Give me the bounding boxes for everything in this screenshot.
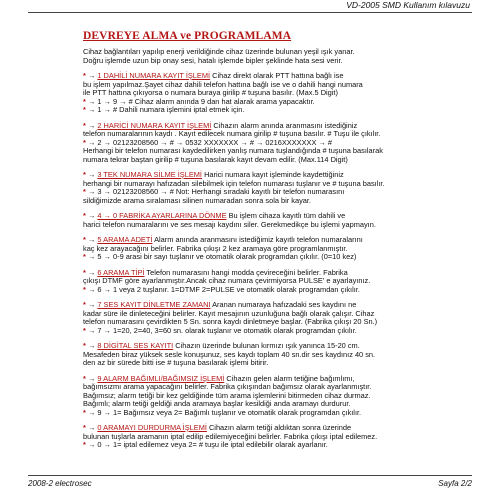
section-heading: 3 TEK NUMARA SİLME İŞLEMİ — [97, 170, 202, 179]
section-heading: 5 ARAMA ADETİ — [97, 235, 153, 244]
section-line: Aranan numaraya hafızadaki ses kaydını ne — [212, 300, 357, 309]
section-aramayi-durdurma: * → 0 ARAMAYI DURDURMA İŞLEMİ Cihazın alarm tetiği aldıktan sonra üzerinde bulunan tuşlarla aramanın iptal edilip edilemiyeceğini belirler. Fabrika çıkışı iptal edilemez. * → 0 → 1= iptal edilemez veya 2= # tuşu ile iptal edilebilir olarak ayarlanır. — [83, 424, 483, 450]
section-heading: 6 ARAMA TİPİ — [97, 267, 145, 277]
star-symbol: * — [83, 235, 86, 244]
section-line: kadar süre ile dinleteceğini belirler. Kayıt mesajının uzunluğuna bağlı olarak çalışır. Cihaz — [83, 308, 375, 318]
manual-content — [83, 48, 483, 450]
intro-paragraph — [83, 48, 483, 65]
section-line: Telefon numarasını hangi modda çevireceğini belirler. Fabrika — [146, 267, 348, 277]
intro-line: Cihaz bağlantıları yapılıp enerji verildiğinde cihaz üzerinde bulunan yeşil ışık yanar. — [83, 47, 355, 56]
star-symbol: * — [83, 325, 86, 335]
section-arama-tipi: * → 6 ARAMA TİPİ Telefon numarasını hangi modda çevireceğini belirler. Fabrika çıkışı DTMF göre ayarlanmıştır.Ancak cihaz numara çevirmiyorsa PULSE' e ayarlayınız. * → 6 → 1 veya 2 tuşlanır. 1=DTMF 2=PULSE ve otomatik olarak programdan çıkılır. — [83, 269, 483, 295]
section-heading: 2 HARİCİ NUMARA KAYIT İŞLEMİ — [97, 120, 212, 130]
section-line: → 2 → 02123208560 → # → 0532 XXXXXXX → # → 0216XXXXXXX → # — [87, 137, 332, 147]
section-line: → 3 → 02123208560 → # Not: Herhangi sıradaki kayıtlı bir telefon numarasını — [87, 187, 345, 196]
section-digital-ses: * → 8 DİGİTAL SES KAYITI Cihazın üzerinde bulunan kırmızı ışık yanınca 15-20 cm. Mesafeden biraz yüksek sesle konuşunuz, ses kaydı toplam 40 sn.dir ses kaydınız 40 sn. den az bir sürede bitti ise # tuşuna basılarak işlemi bitirir. — [83, 342, 483, 368]
section-line: numara tekrar baştan girilip # tuşuna basılarak kayıt devam edilir. (Max.114 Digit) — [83, 154, 348, 164]
section-line: Cihazın alarm anında aranmasını istediğiniz — [213, 120, 358, 130]
page-header — [28, 0, 472, 13]
section-line: → 0 → 1= iptal edilemez veya 2= # tuşu ile iptal edilebilir olarak ayarlanır. — [87, 440, 328, 449]
star-symbol: * — [83, 71, 86, 80]
page-footer — [28, 475, 472, 486]
section-heading: 8 DİGİTAL SES KAYITI — [97, 341, 174, 350]
section-heading: 9 ALARM BAĞIMLI/BAĞIMSIZ İŞLEMİ — [97, 373, 225, 383]
section-line: bu işlem yapılmaz.Şayet cihaz dahili telefon hattına bağlı ise ve o dahili hangi numara — [83, 79, 363, 89]
section-alarm-bagimli: * → 9 ALARM BAĞIMLI/BAĞIMSIZ İŞLEMİ Cihazın gelen alarm tetiğine bağımlımı, bağımsızmı arama yapacağını belirler. Fabrika çıkışından bağımsız olarak ayarlanmıştır. Bağımsız; alarm tetiği bir kez geldiğinde tüm arama işlemlerini bitirmeden cihaz durmaz. Bağımlı; alarm tetiği geldiği anda aramaya başlar kesildiği anda aramayı durdurur. * → 9 → 1= Bağımsız veya 2= Bağımlı tuşlanır ve otomatik olarak programdan çıkılır. — [83, 375, 483, 418]
section-line: Bağımlı; alarm tetiği geldiği anda aramaya başlar kesildiği anda aramayı durdurur. — [83, 399, 351, 408]
section-line: bulunan tuşlarla aramanın iptal edilip edilemiyeceğini belirler. Fabrika çıkışı iptal edilemez. — [83, 431, 378, 441]
section-line: ile PTT hattına çıkıyorsa o numara buraya girilip # tuşuna basılır. (Max.5 Digit) — [83, 88, 338, 97]
section-line: Cihazın gelen alarm tetiğine bağımlımı, — [226, 373, 355, 383]
star-symbol: * — [83, 187, 86, 196]
section-line: bağımsızmı arama yapacağını belirler. Fabrika çıkışından bağımsız olarak ayarlanmıştır. — [83, 382, 372, 391]
section-line: → 1 → 9 → # Cihaz alarm anında 9 dan hat alarak arama yapacaktır. — [87, 96, 315, 106]
section-line: Bağımsız; alarm tetiği bir kez geldiğinde tüm arama işlemlerini bitirmeden cihaz durmaz. — [83, 390, 371, 400]
section-line: Mesafeden biraz yüksek sesle konuşunuz, ses kaydı toplam 40 sn.dir ses kaydınız 40 sn. — [83, 349, 376, 359]
section-line: telefon numarasını çevirdikten 5 Sn. sonra kaydı dinletmeye başlar. (Fabrika çıkışı 20 Sn.) — [83, 317, 378, 326]
header-text: VD-2005 SMD Kullanım kılavuzu — [346, 0, 470, 10]
section-line: sildiğimizde arama sıralaması silinen numaradan sonra sola bir kayar. — [83, 195, 311, 205]
footer-page-number: Sayfa 2/2 — [438, 479, 472, 488]
star-symbol: * — [83, 96, 86, 106]
section-line: Cihaz direkt olarak PTT hattına bağlı ise — [212, 71, 344, 80]
section-dahili: * → 1 DAHİLİ NUMARA KAYIT İŞLEMİ Cihaz direkt olarak PTT hattına bağlı ise bu işlem yapılmaz.Şayet cihaz dahili telefon hattına bağlı ise ve o dahili hangi numara ile PTT hattına çıkıyorsa o numara buraya girilip # tuşuna basılır. (Max.5 Digit) * → 1 → 9 → # Cihaz alarm anında 9 dan hat alarak arama yapacaktır. * → 1 → # Dahili numara işlemini iptal etmek için. — [83, 72, 483, 115]
section-line: den az bir sürede bitti ise # tuşuna basılarak işlemi bitirir. — [83, 358, 269, 367]
section-line: → 1 → # Dahili numara işlemini iptal etmek için. — [87, 105, 245, 114]
section-line: Herhangi bir telefon numarası kaydedilirken yanlış numara tuşlandığında # tuşuna basılarak — [83, 146, 383, 155]
section-line: herhangi bir numarayı hafızadan silebilmek için telefon numarası tuşlanır ve # tuşuna basılır. — [83, 178, 385, 188]
star-symbol: * — [83, 170, 86, 179]
section-line: Cihazın üzerinde bulunan kırmızı ışık yanınca 15-20 cm. — [175, 341, 360, 350]
footer-company: 2008-2 electrosec — [28, 479, 92, 488]
section-heading: 1 DAHİLİ NUMARA KAYIT İŞLEMİ — [97, 71, 211, 80]
star-symbol: * — [83, 423, 86, 432]
section-line: → 6 → 1 veya 2 tuşlanır. 1=DTMF 2=PULSE ve otomatik olarak programdan çıkılır. — [87, 284, 360, 294]
section-heading: 7 SES KAYIT DİNLETME ZAMANI — [97, 300, 211, 309]
section-line: Alarm anında aranmasını istediğimiz kayıtlı telefon numaralarını — [154, 235, 363, 244]
star-symbol: * — [83, 284, 86, 294]
star-symbol: * — [83, 137, 86, 147]
section-line: Bu işlem cihaza kayıtlı tüm dahili ve — [228, 211, 346, 220]
section-line: çıkışı DTMF göre ayarlanmıştır.Ancak cihaz numara çevirmiyorsa PULSE' e ayarlayınız. — [83, 276, 371, 285]
section-line: telefon numaralarının kaydı . Kayıt edilecek numara girilip # tuşuna basılır. # Tuşu ile çıkılır. — [83, 129, 381, 138]
section-fabrika: * → 4 → 0 FABRİKA AYARLARINA DÖNME Bu işlem cihaza kayıtlı tüm dahili ve harici telefon numaralarını ve ses mesajı kaydını siler. Gerekmedikçe bu işlemi yapmayın. — [83, 212, 483, 229]
star-symbol: * — [83, 440, 86, 449]
star-symbol: * — [83, 252, 86, 261]
section-arama-adeti: * → 5 ARAMA ADETİ Alarm anında aranmasını istediğimiz kayıtlı telefon numaralarını kaç kez arayacağını belirler. Fabrika çıkışı 2 kez aramaya göre programlanmıştır. * → 5 → 0-9 arasi bir sayı tuşlanır ve otomatik olarak programdan çıkılır. (0=10 kez) — [83, 236, 483, 262]
section-ses-kayit-zamani: * → 7 SES KAYIT DİNLETME ZAMANI Aranan numaraya hafızadaki ses kaydını ne kadar süre ile dinleteceğini belirler. Kayıt mesajının uzunluğuna bağlı olarak çalışır. Cihaz telefon numarasını çevirdikten 5 Sn. sonra kaydı dinletmeye başlar. (Fabrika çıkışı 20 Sn.) * → 7 → 1=20, 2=40, 3=60 sn. olarak tuşlanır ve otomatik olarak programdan çıkılır. — [83, 301, 483, 335]
section-line: Harici numara kayıt işleminde kaydettiğiniz — [204, 170, 344, 179]
section-line: → 9 → 1= Bağımsız veya 2= Bağımlı tuşlanır ve otomatik olarak programdan çıkılır. — [87, 407, 362, 417]
star-symbol: * — [83, 105, 86, 114]
section-line: harici telefon numaralarını ve ses mesajı kaydını siler. Gerekmedikçe bu işlemi yapmayın. — [83, 219, 376, 229]
section-tek-numara: * → 3 TEK NUMARA SİLME İŞLEMİ Harici numara kayıt işleminde kaydettiğiniz herhangi bir numarayı hafızadan silebilmek için telefon numarası tuşlanır ve # tuşuna basılır. * → 3 → 02123208560 → # Not: Herhangi sıradaki kayıtlı bir telefon numarasını sildiğimizde arama sıralaması silinen numaradan sonra sola bir kayar. — [83, 171, 483, 205]
star-symbol: * — [83, 300, 86, 309]
star-symbol: * — [83, 211, 86, 220]
intro-line: Doğru işlemde uzun bip onay sesi, hatalı işlemde bipler şeklinde hata sesi verir. — [83, 55, 343, 65]
star-symbol: * — [83, 373, 86, 383]
star-symbol: * — [83, 120, 86, 130]
star-symbol: * — [83, 407, 86, 417]
star-symbol: * — [83, 267, 86, 277]
section-line: Cihazın alarm tetiği aldıktan sonra üzerinde — [208, 423, 352, 432]
section-line: kaç kez arayacağını belirler. Fabrika çıkışı 2 kez aramaya göre programlanmıştır. — [83, 243, 348, 253]
section-harici: * → 2 HARİCİ NUMARA KAYIT İŞLEMİ Cihazın alarm anında aranmasını istediğiniz telefon numaralarının kaydı . Kayıt edilecek numara girilip # tuşuna basılır. # Tuşu ile çıkılır. * → 2 → 02123208560 → # → 0532 XXXXXXX → # → 0216XXXXXXX → # Herhangi bir telefon numarası kaydedilirken yanlış numara tuşlandığında # tuşuna basılarak numara tekrar baştan girilip # tuşuna basılarak kayıt devam edilir. (Max.114 Digit) — [83, 122, 483, 165]
section-heading: 0 ARAMAYI DURDURMA İŞLEMİ — [97, 423, 207, 432]
star-symbol: * — [83, 341, 86, 350]
section-line: → 5 → 0-9 arasi bir sayı tuşlanır ve otomatik olarak programdan çıkılır. (0=10 kez) — [87, 252, 357, 261]
section-heading: 4 → 0 FABRİKA AYARLARINA DÖNME — [97, 211, 227, 220]
section-line: → 7 → 1=20, 2=40, 3=60 sn. olarak tuşlanır ve otomatik olarak programdan çıkılır. — [87, 325, 357, 335]
page-title: DEVREYE ALMA ve PROGRAMLAMA — [83, 30, 292, 42]
